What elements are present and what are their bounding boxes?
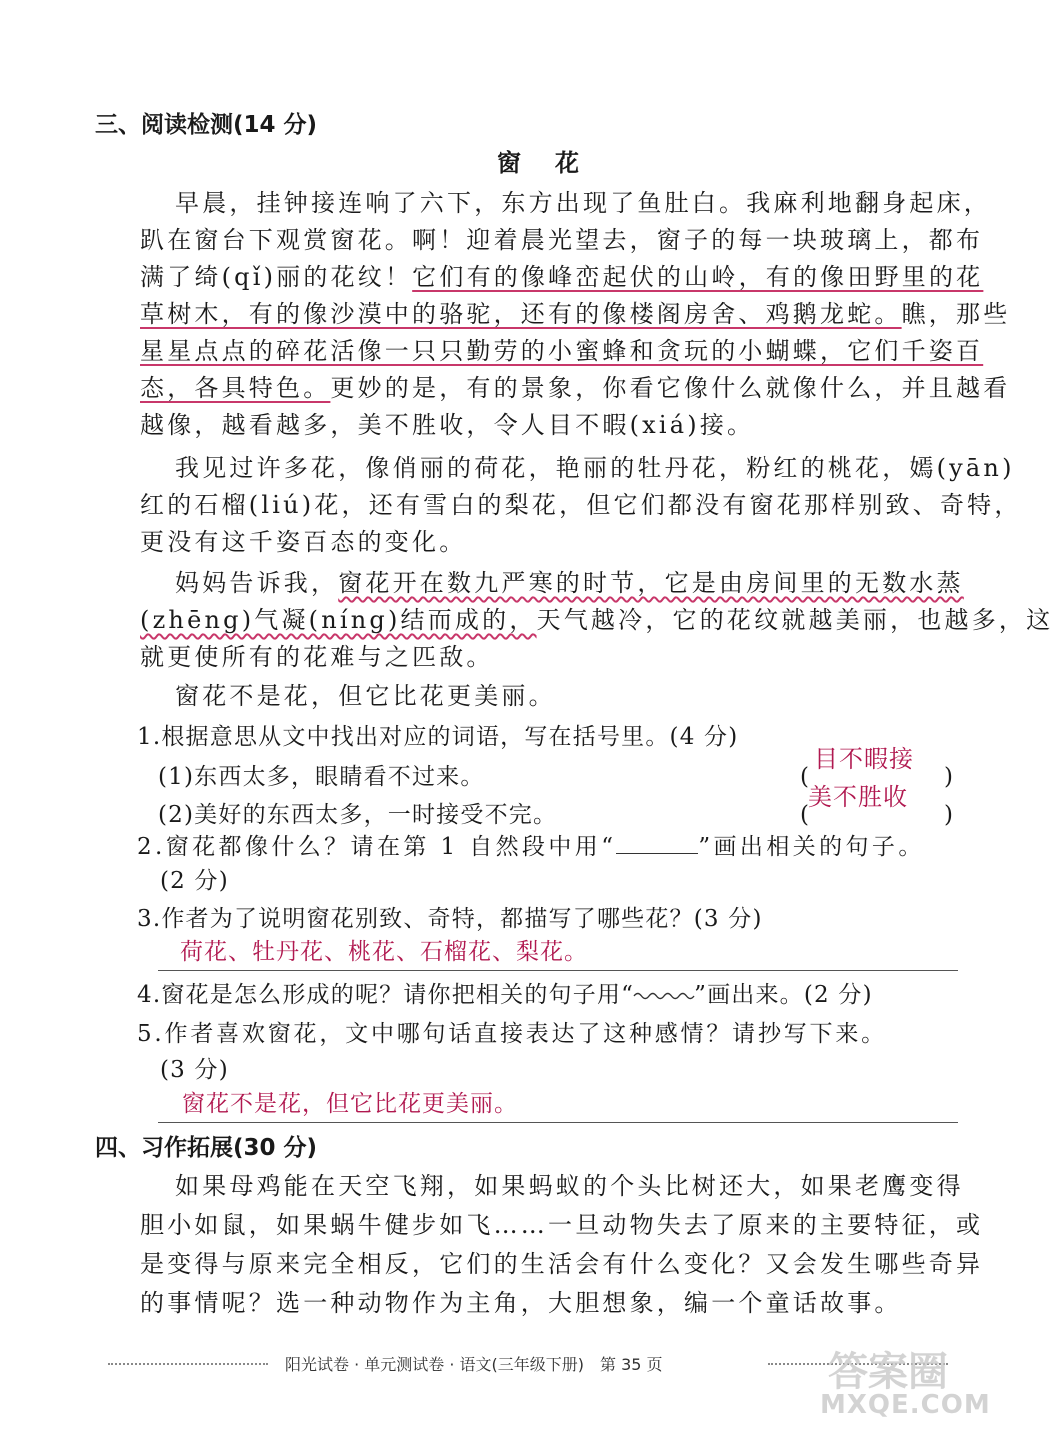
- passage-text: 更妙的是，有的景象，你看它像什么就像什么，并且越看: [330, 374, 1011, 402]
- marked-sentence: 星星点点的碎花活像一只只勤劳的小蜜蜂和贪玩的小蝴蝶，它们千姿百: [140, 337, 984, 365]
- prompt-line: 的事情呢？选一种动物作为主角，大胆想象，编一个童话故事。: [140, 1289, 902, 1317]
- passage-line: [140, 373, 1010, 403]
- question-2-score: (2 分): [160, 868, 229, 894]
- question-3-prompt: 3.作者为了说明窗花别致、奇特，都描写了哪些花？(3 分): [137, 906, 763, 932]
- passage-text: 满了绮(qǐ)丽的花纹！: [140, 263, 413, 291]
- passage-line: 我见过许多花，像俏丽的荷花，艳丽的牡丹花，粉红的桃花，嫣(yān): [175, 454, 1015, 482]
- passage-line: [175, 568, 964, 598]
- answer-line: [158, 1122, 958, 1123]
- answer-line: [158, 970, 958, 971]
- marked-sentence: 态，各具特色。: [140, 374, 331, 402]
- watermark-logo: 答案圈: [828, 1349, 948, 1395]
- passage-line: 窗花不是花，但它比花更美丽。: [175, 682, 556, 710]
- wavy-marked-sentence: 窗花开在数九严寒的时节，它是由房间里的无数水蒸: [338, 569, 964, 597]
- passage-title: 窗花: [497, 149, 613, 177]
- wavy-marked-sentence: (zhēng)气凝(níng)结而成的，: [140, 606, 537, 634]
- answer-paren-close: ): [944, 764, 953, 790]
- passage-text: 妈妈告诉我，: [175, 569, 339, 597]
- passage-line: 就更使所有的花难与之匹敌。: [140, 643, 494, 671]
- passage-line: 更没有这千姿百态的变化。: [140, 528, 467, 556]
- page-footer: 阳光试卷 · 单元测试卷 · 语文(三年级下册) 第 35 页: [285, 1355, 663, 1374]
- prompt-line: 胆小如鼠，如果蜗牛健步如飞……一旦动物失去了原来的主要特征，或: [140, 1211, 984, 1239]
- question-5-score: (3 分): [160, 1057, 229, 1083]
- section-heading-writing: 四、习作拓展(30 分): [95, 1135, 318, 1161]
- handwritten-answer: 荷花、牡丹花、桃花、石榴花、梨花。: [180, 939, 588, 965]
- passage-line: 红的石榴(liú)花，还有雪白的梨花，但它们都没有窗花那样别致、奇特，: [140, 491, 1022, 519]
- footer-dotted-rule: [108, 1363, 268, 1365]
- passage-line: 趴在窗台下观赏窗花。啊！迎着晨光望去，窗子的每一块玻璃上，都布: [140, 226, 984, 254]
- straight-underline-sample: [616, 831, 698, 854]
- passage-line-with-underline: [140, 299, 1010, 329]
- handwritten-answer: 美不胜收: [808, 783, 908, 811]
- question-5-prompt: 5.作者喜欢窗花，文中哪句话直接表达了这种感情？请抄写下来。: [137, 1021, 887, 1047]
- answer-paren-open: (: [800, 802, 809, 828]
- marked-sentence: 它们有的像峰峦起伏的山岭，有的像田野里的花: [412, 263, 984, 291]
- prompt-line: 是变得与原来完全相反，它们的生活会有什么变化？又会发生哪些奇异: [140, 1250, 984, 1278]
- marked-sentence: 草树木，有的像沙漠中的骆驼，还有的像楼阁房舍、鸡鹅龙蛇。: [140, 300, 902, 328]
- watermark-url: MXQE.COM: [820, 1390, 991, 1420]
- question-1-item: (1)东西太多，眼睛看不过来。: [158, 764, 485, 790]
- question-1-prompt: 1.根据意思从文中找出对应的词语，写在括号里。(4 分): [137, 724, 739, 750]
- answer-paren-close: ): [944, 802, 953, 828]
- answer-paren-open: (: [800, 764, 809, 790]
- question-4-prompt: 4.窗花是怎么形成的呢？请你把相关的句子用“ ”画出来。(2 分): [137, 982, 873, 1008]
- handwritten-answer: 窗花不是花，但它比花更美丽。: [182, 1091, 518, 1117]
- prompt-line: 如果母鸡能在天空飞翔，如果蚂蚁的个头比树还大，如果老鹰变得: [175, 1172, 964, 1200]
- passage-line: [140, 605, 1053, 635]
- section-heading-reading: 三、阅读检测(14 分): [95, 112, 318, 138]
- passage-line: 越像，越看越多，美不胜收，令人目不暇(xiá)接。: [140, 411, 755, 439]
- wavy-line-sample: [634, 991, 694, 1001]
- question-2-prompt: 2.窗花都像什么？请在第 1 自然段中用“ ”画出相关的句子。: [137, 831, 925, 862]
- passage-line-with-underline: [140, 262, 983, 292]
- question-1-item: (2)美好的东西太多，一时接受不完。: [158, 802, 558, 828]
- handwritten-answer: 目不暇接: [814, 745, 914, 773]
- passage-text: 天气越冷，它的花纹就越美丽，也越多，这: [536, 606, 1053, 634]
- passage-line: [140, 336, 983, 366]
- passage-text: 瞧，那些: [901, 300, 1011, 328]
- passage-line: 早晨，挂钟接连响了六下，东方出现了鱼肚白。我麻利地翻身起床，: [175, 189, 991, 217]
